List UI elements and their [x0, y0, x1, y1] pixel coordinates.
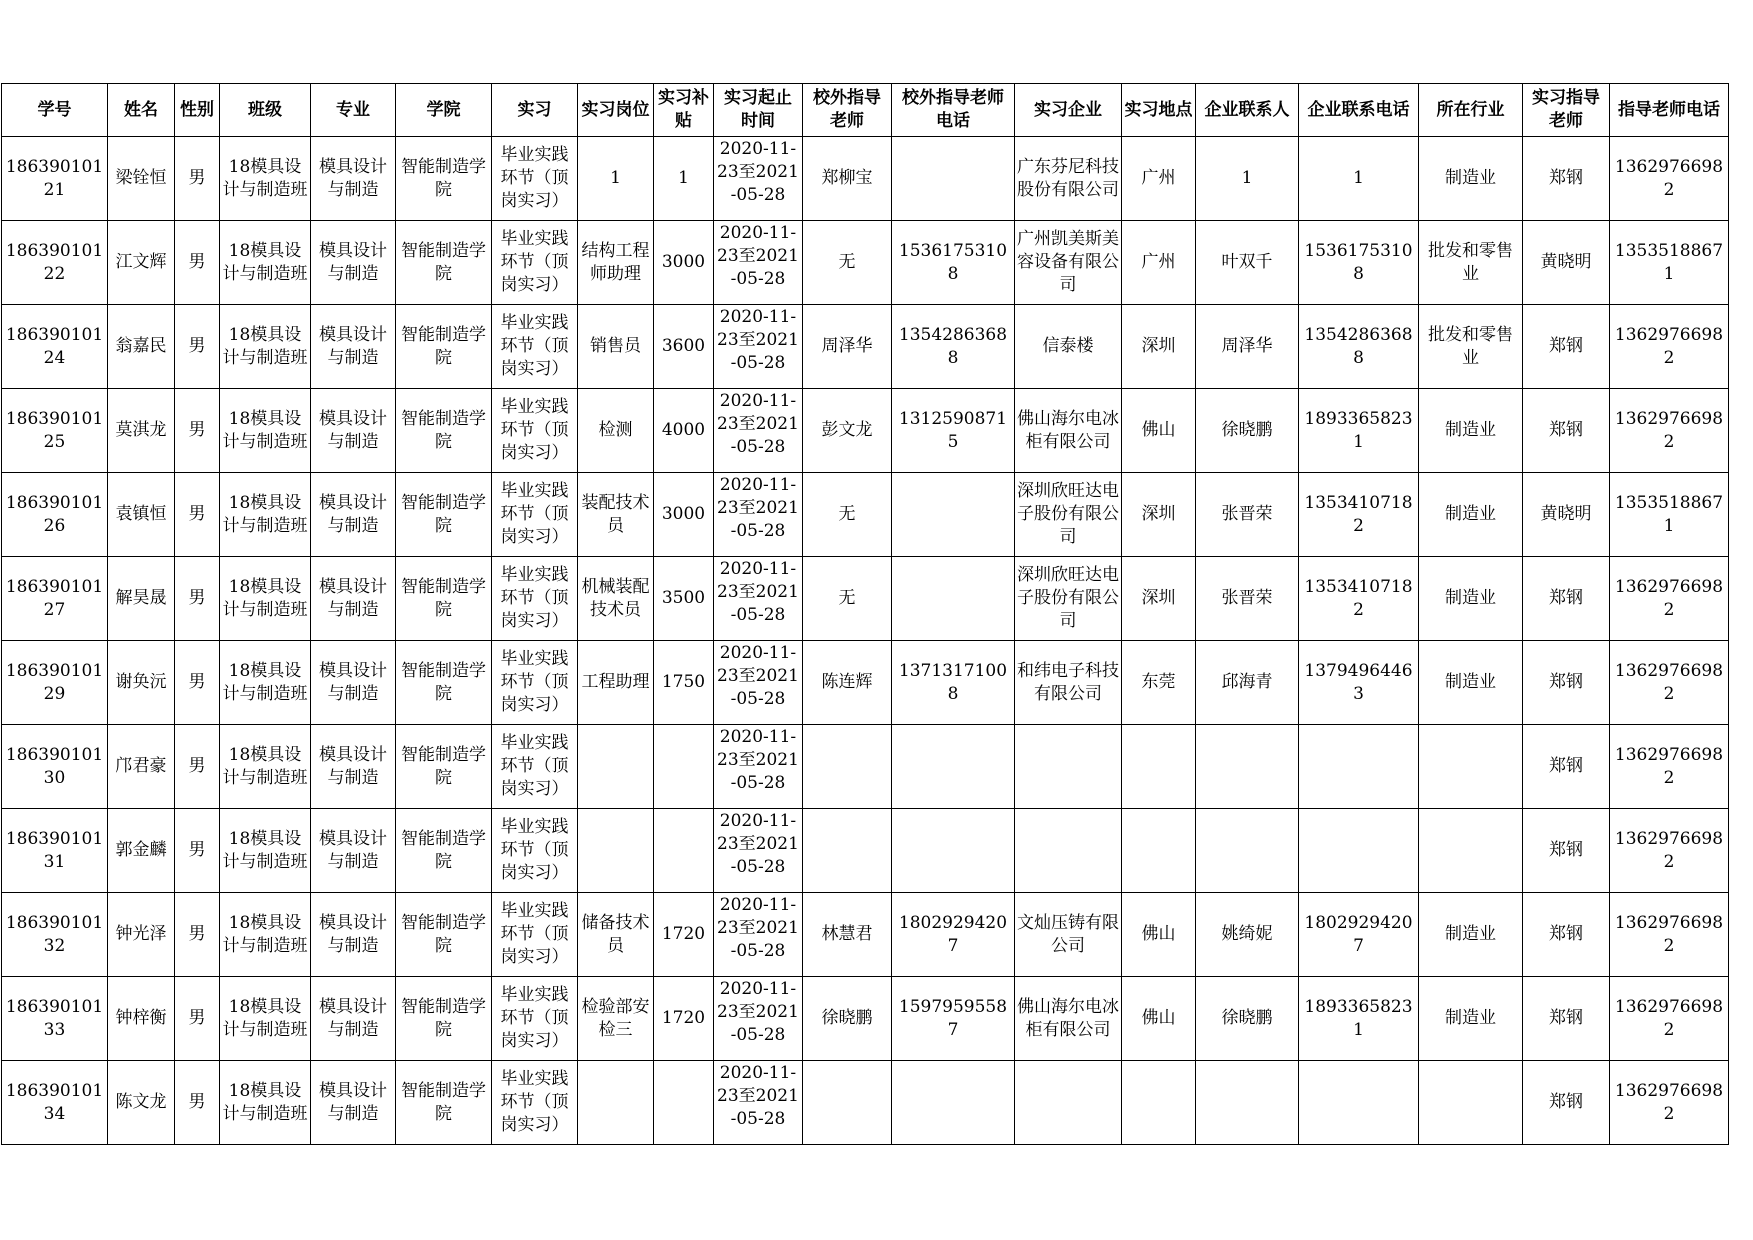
column-header: 实习岗位 [578, 84, 654, 137]
table-cell: 制造业 [1419, 641, 1523, 725]
date-range-text: 2020-11-23至2021-05-28 [717, 559, 799, 625]
table-cell: 黄晓明 [1523, 221, 1610, 305]
date-range-text: 2020-11-23至2021-05-28 [717, 979, 799, 1045]
table-cell: 男 [175, 305, 220, 389]
table-cell: 无 [803, 557, 892, 641]
table-cell: 无 [803, 221, 892, 305]
table-cell: 郑钢 [1523, 725, 1610, 809]
table-cell: 13125908715 [892, 389, 1015, 473]
internship-table [1, 83, 1729, 1145]
table-cell: 智能制造学院 [396, 557, 492, 641]
table-cell: 周泽华 [1196, 305, 1299, 389]
table-cell: 18模具设计与制造班 [220, 473, 311, 557]
table-cell: 智能制造学院 [396, 473, 492, 557]
table-cell: 广州凯美斯美容设备有限公司 [1015, 221, 1122, 305]
column-header: 实习地点 [1122, 84, 1196, 137]
table-cell: 工程助理 [578, 641, 654, 725]
table-cell [1419, 1061, 1523, 1145]
column-header: 实习补贴 [654, 84, 714, 137]
table-cell: 谢奂沅 [108, 641, 175, 725]
table-cell: 郭金麟 [108, 809, 175, 893]
table-cell: 13629766982 [1610, 305, 1729, 389]
column-header: 校外指导老师电话 [892, 84, 1015, 137]
table-cell: 4000 [654, 389, 714, 473]
table-cell: 郑钢 [1523, 305, 1610, 389]
table-cell: 毕业实践环节（顶岗实习） [492, 725, 578, 809]
table-cell [714, 137, 803, 221]
table-row [2, 809, 1729, 893]
table-cell: 毕业实践环节（顶岗实习） [492, 1061, 578, 1145]
table-cell: 18029294207 [1299, 893, 1419, 977]
table-cell: 18模具设计与制造班 [220, 893, 311, 977]
table-row [2, 221, 1729, 305]
table-cell: 制造业 [1419, 557, 1523, 641]
table-cell: 18模具设计与制造班 [220, 557, 311, 641]
table-cell: 智能制造学院 [396, 725, 492, 809]
table-cell: 模具设计与制造 [311, 137, 396, 221]
table-cell: 郑钢 [1523, 809, 1610, 893]
table-cell: 佛山 [1122, 389, 1196, 473]
table-cell: 男 [175, 137, 220, 221]
table-cell: 装配技术员 [578, 473, 654, 557]
table-cell: 13535188671 [1610, 221, 1729, 305]
column-header: 指导老师电话 [1610, 84, 1729, 137]
table-cell: 13534107182 [1299, 557, 1419, 641]
table-cell: 1750 [654, 641, 714, 725]
table-cell: 郑钢 [1523, 557, 1610, 641]
table-cell [1299, 809, 1419, 893]
table-cell [892, 809, 1015, 893]
table-cell: 文灿压铸有限公司 [1015, 893, 1122, 977]
column-header: 所在行业 [1419, 84, 1523, 137]
table-cell: 18639010127 [2, 557, 108, 641]
table-cell: 毕业实践环节（顶岗实习） [492, 221, 578, 305]
column-header: 实习指导老师 [1523, 84, 1610, 137]
table-cell: 智能制造学院 [396, 977, 492, 1061]
table-cell: 制造业 [1419, 473, 1523, 557]
table-cell: 深圳 [1122, 305, 1196, 389]
table-cell: 徐晓鹏 [1196, 977, 1299, 1061]
table-cell: 1 [654, 137, 714, 221]
table-cell: 18模具设计与制造班 [220, 809, 311, 893]
table-cell: 男 [175, 473, 220, 557]
table-cell: 智能制造学院 [396, 893, 492, 977]
table-cell [1122, 1061, 1196, 1145]
table-cell: 广州 [1122, 221, 1196, 305]
table-cell: 模具设计与制造 [311, 809, 396, 893]
table-cell: 毕业实践环节（顶岗实习） [492, 305, 578, 389]
table-row [2, 389, 1729, 473]
table-cell: 钟光泽 [108, 893, 175, 977]
table-cell: 18639010132 [2, 893, 108, 977]
column-header: 企业联系电话 [1299, 84, 1419, 137]
table-row [2, 977, 1729, 1061]
table-cell: 模具设计与制造 [311, 725, 396, 809]
table-cell: 18模具设计与制造班 [220, 137, 311, 221]
table-cell [654, 725, 714, 809]
table-cell: 检测 [578, 389, 654, 473]
date-range-text: 2020-11-23至2021-05-28 [717, 391, 799, 457]
table-cell: 18模具设计与制造班 [220, 725, 311, 809]
table-cell: 张晋荣 [1196, 557, 1299, 641]
table-cell: 3000 [654, 473, 714, 557]
table-cell: 13534107182 [1299, 473, 1419, 557]
table-cell: 3600 [654, 305, 714, 389]
table-cell: 1720 [654, 977, 714, 1061]
table-cell: 13794964463 [1299, 641, 1419, 725]
table-cell: 13629766982 [1610, 389, 1729, 473]
table-cell: 18639010124 [2, 305, 108, 389]
table-cell: 1 [1196, 137, 1299, 221]
table-cell: 智能制造学院 [396, 641, 492, 725]
table-cell: 18模具设计与制造班 [220, 389, 311, 473]
table-cell: 13629766982 [1610, 641, 1729, 725]
table-cell [714, 389, 803, 473]
table-cell: 男 [175, 977, 220, 1061]
table-cell: 男 [175, 641, 220, 725]
table-cell: 佛山 [1122, 893, 1196, 977]
date-range-text: 2020-11-23至2021-05-28 [717, 895, 799, 961]
table-cell: 陈文龙 [108, 1061, 175, 1145]
table-row [2, 893, 1729, 977]
table-cell: 18933658231 [1299, 389, 1419, 473]
table-cell: 18模具设计与制造班 [220, 221, 311, 305]
table-cell: 模具设计与制造 [311, 389, 396, 473]
column-header: 实习企业 [1015, 84, 1122, 137]
table-cell [714, 1061, 803, 1145]
header-row [2, 84, 1729, 137]
table-cell: 15979595587 [892, 977, 1015, 1061]
table-cell: 18模具设计与制造班 [220, 305, 311, 389]
table-cell [578, 725, 654, 809]
column-header: 实习起止时间 [714, 84, 803, 137]
table-cell: 销售员 [578, 305, 654, 389]
table-cell: 邱海青 [1196, 641, 1299, 725]
date-range-text: 2020-11-23至2021-05-28 [717, 307, 799, 373]
table-cell: 18639010133 [2, 977, 108, 1061]
table-cell: 制造业 [1419, 977, 1523, 1061]
table-cell: 莫淇龙 [108, 389, 175, 473]
table-cell: 解昊晟 [108, 557, 175, 641]
table-cell: 13629766982 [1610, 137, 1729, 221]
table-cell: 18639010130 [2, 725, 108, 809]
table-cell [1299, 725, 1419, 809]
table-cell: 江文辉 [108, 221, 175, 305]
table-cell: 郑钢 [1523, 893, 1610, 977]
table-cell: 广东芬尼科技股份有限公司 [1015, 137, 1122, 221]
table-cell [578, 1061, 654, 1145]
table-cell: 郑钢 [1523, 1061, 1610, 1145]
table-cell [714, 809, 803, 893]
table-cell: 毕业实践环节（顶岗实习） [492, 977, 578, 1061]
table-cell: 梁铨恒 [108, 137, 175, 221]
table-cell: 徐晓鹏 [1196, 389, 1299, 473]
table-cell: 深圳欣旺达电子股份有限公司 [1015, 473, 1122, 557]
table-cell: 郑柳宝 [803, 137, 892, 221]
table-cell: 18模具设计与制造班 [220, 641, 311, 725]
column-header: 专业 [311, 84, 396, 137]
table-cell: 13629766982 [1610, 1061, 1729, 1145]
table-row [2, 1061, 1729, 1145]
column-header: 性别 [175, 84, 220, 137]
table-cell: 黄晓明 [1523, 473, 1610, 557]
table-cell [714, 221, 803, 305]
table-cell: 郑钢 [1523, 977, 1610, 1061]
table-cell: 模具设计与制造 [311, 305, 396, 389]
table-cell: 18639010125 [2, 389, 108, 473]
table-cell: 姚绮妮 [1196, 893, 1299, 977]
table-cell: 张晋荣 [1196, 473, 1299, 557]
table-cell: 广州 [1122, 137, 1196, 221]
table-cell [1015, 1061, 1122, 1145]
table-cell: 1 [1299, 137, 1419, 221]
column-header: 学号 [2, 84, 108, 137]
table-cell [714, 641, 803, 725]
table-cell: 彭文龙 [803, 389, 892, 473]
table-cell: 男 [175, 221, 220, 305]
table-cell: 佛山海尔电冰柜有限公司 [1015, 389, 1122, 473]
table-cell: 18639010129 [2, 641, 108, 725]
table-cell: 林慧君 [803, 893, 892, 977]
table-cell: 储备技术员 [578, 893, 654, 977]
date-range-text: 2020-11-23至2021-05-28 [717, 475, 799, 541]
table-cell [892, 725, 1015, 809]
table-cell [578, 809, 654, 893]
table-cell: 智能制造学院 [396, 1061, 492, 1145]
date-range-text: 2020-11-23至2021-05-28 [717, 1063, 799, 1129]
table-cell: 13629766982 [1610, 557, 1729, 641]
table-cell: 郑钢 [1523, 389, 1610, 473]
table-cell: 模具设计与制造 [311, 641, 396, 725]
table-cell [714, 557, 803, 641]
table-cell: 无 [803, 473, 892, 557]
column-header: 实习 [492, 84, 578, 137]
table-cell: 男 [175, 557, 220, 641]
table-cell: 模具设计与制造 [311, 977, 396, 1061]
table-cell [803, 725, 892, 809]
table-cell [654, 809, 714, 893]
table-cell [1196, 725, 1299, 809]
table-row [2, 725, 1729, 809]
table-cell [714, 305, 803, 389]
table-cell: 15361753108 [892, 221, 1015, 305]
table-cell [1196, 1061, 1299, 1145]
table-cell: 机械装配技术员 [578, 557, 654, 641]
table-cell: 批发和零售业 [1419, 221, 1523, 305]
table-cell: 毕业实践环节（顶岗实习） [492, 557, 578, 641]
table-cell: 深圳 [1122, 473, 1196, 557]
table-cell: 徐晓鹏 [803, 977, 892, 1061]
table-cell: 智能制造学院 [396, 305, 492, 389]
table-cell: 18029294207 [892, 893, 1015, 977]
table-cell: 翁嘉民 [108, 305, 175, 389]
table-row [2, 641, 1729, 725]
table-cell: 1720 [654, 893, 714, 977]
column-header: 学院 [396, 84, 492, 137]
table-cell [714, 473, 803, 557]
table-cell: 制造业 [1419, 137, 1523, 221]
table-cell: 钟梓衡 [108, 977, 175, 1061]
table-cell: 13629766982 [1610, 809, 1729, 893]
table-cell [654, 1061, 714, 1145]
table-cell: 13629766982 [1610, 977, 1729, 1061]
table-cell: 13542863688 [892, 305, 1015, 389]
table-cell: 18933658231 [1299, 977, 1419, 1061]
table-cell: 18639010134 [2, 1061, 108, 1145]
table-cell: 袁镇恒 [108, 473, 175, 557]
table-cell: 东莞 [1122, 641, 1196, 725]
table-row [2, 473, 1729, 557]
table-cell: 13542863688 [1299, 305, 1419, 389]
table-cell: 男 [175, 389, 220, 473]
table-cell: 模具设计与制造 [311, 221, 396, 305]
table-cell: 13535188671 [1610, 473, 1729, 557]
table-cell: 毕业实践环节（顶岗实习） [492, 641, 578, 725]
table-cell: 深圳 [1122, 557, 1196, 641]
table-cell: 18模具设计与制造班 [220, 977, 311, 1061]
table-cell [803, 1061, 892, 1145]
table-cell [714, 977, 803, 1061]
table-cell: 邝君豪 [108, 725, 175, 809]
table-cell: 3000 [654, 221, 714, 305]
table-cell: 18639010131 [2, 809, 108, 893]
table-cell: 模具设计与制造 [311, 1061, 396, 1145]
table-cell: 毕业实践环节（顶岗实习） [492, 473, 578, 557]
table-cell: 男 [175, 1061, 220, 1145]
table-cell: 佛山 [1122, 977, 1196, 1061]
table-cell: 1 [578, 137, 654, 221]
table-cell: 男 [175, 809, 220, 893]
table-cell: 18639010122 [2, 221, 108, 305]
table-cell [803, 809, 892, 893]
table-cell [892, 1061, 1015, 1145]
table-cell: 批发和零售业 [1419, 305, 1523, 389]
table-cell: 检验部安检三 [578, 977, 654, 1061]
table-cell [1196, 809, 1299, 893]
table-cell: 智能制造学院 [396, 221, 492, 305]
table-cell: 和纬电子科技有限公司 [1015, 641, 1122, 725]
table-row [2, 305, 1729, 389]
table-cell [1015, 809, 1122, 893]
table-cell: 信泰楼 [1015, 305, 1122, 389]
table-cell [1299, 1061, 1419, 1145]
table-row [2, 137, 1729, 221]
table-cell [892, 473, 1015, 557]
table-cell: 智能制造学院 [396, 389, 492, 473]
column-header: 姓名 [108, 84, 175, 137]
table-cell: 13629766982 [1610, 725, 1729, 809]
table-cell [1015, 725, 1122, 809]
date-range-text: 2020-11-23至2021-05-28 [717, 139, 799, 205]
table-cell: 3500 [654, 557, 714, 641]
table-cell: 18639010126 [2, 473, 108, 557]
table-cell: 毕业实践环节（顶岗实习） [492, 389, 578, 473]
column-header: 校外指导老师 [803, 84, 892, 137]
table-cell [1122, 809, 1196, 893]
table-cell: 郑钢 [1523, 137, 1610, 221]
table-cell: 15361753108 [1299, 221, 1419, 305]
table-cell: 制造业 [1419, 389, 1523, 473]
table-cell: 模具设计与制造 [311, 557, 396, 641]
table-cell: 13713171008 [892, 641, 1015, 725]
table-cell: 智能制造学院 [396, 137, 492, 221]
table-cell: 模具设计与制造 [311, 473, 396, 557]
date-range-text: 2020-11-23至2021-05-28 [717, 223, 799, 289]
table-cell: 陈连辉 [803, 641, 892, 725]
table-cell: 智能制造学院 [396, 809, 492, 893]
table-cell [892, 137, 1015, 221]
table-cell [714, 725, 803, 809]
date-range-text: 2020-11-23至2021-05-28 [717, 727, 799, 793]
table-cell: 结构工程师助理 [578, 221, 654, 305]
table-cell: 毕业实践环节（顶岗实习） [492, 893, 578, 977]
table-cell: 毕业实践环节（顶岗实习） [492, 809, 578, 893]
date-range-text: 2020-11-23至2021-05-28 [717, 643, 799, 709]
column-header: 企业联系人 [1196, 84, 1299, 137]
table-cell [1122, 725, 1196, 809]
table-cell [1419, 725, 1523, 809]
table-cell: 叶双千 [1196, 221, 1299, 305]
table-cell: 毕业实践环节（顶岗实习） [492, 137, 578, 221]
table-cell: 18模具设计与制造班 [220, 1061, 311, 1145]
table-cell [1419, 809, 1523, 893]
table-cell: 13629766982 [1610, 893, 1729, 977]
table-cell: 18639010121 [2, 137, 108, 221]
table-cell: 周泽华 [803, 305, 892, 389]
table-cell [714, 893, 803, 977]
column-header: 班级 [220, 84, 311, 137]
table-cell [892, 557, 1015, 641]
table-cell: 深圳欣旺达电子股份有限公司 [1015, 557, 1122, 641]
date-range-text: 2020-11-23至2021-05-28 [717, 811, 799, 877]
table-row [2, 557, 1729, 641]
table-cell: 模具设计与制造 [311, 893, 396, 977]
table-cell: 佛山海尔电冰柜有限公司 [1015, 977, 1122, 1061]
table-cell: 男 [175, 725, 220, 809]
table-cell: 男 [175, 893, 220, 977]
table-cell: 制造业 [1419, 893, 1523, 977]
table-cell: 郑钢 [1523, 641, 1610, 725]
